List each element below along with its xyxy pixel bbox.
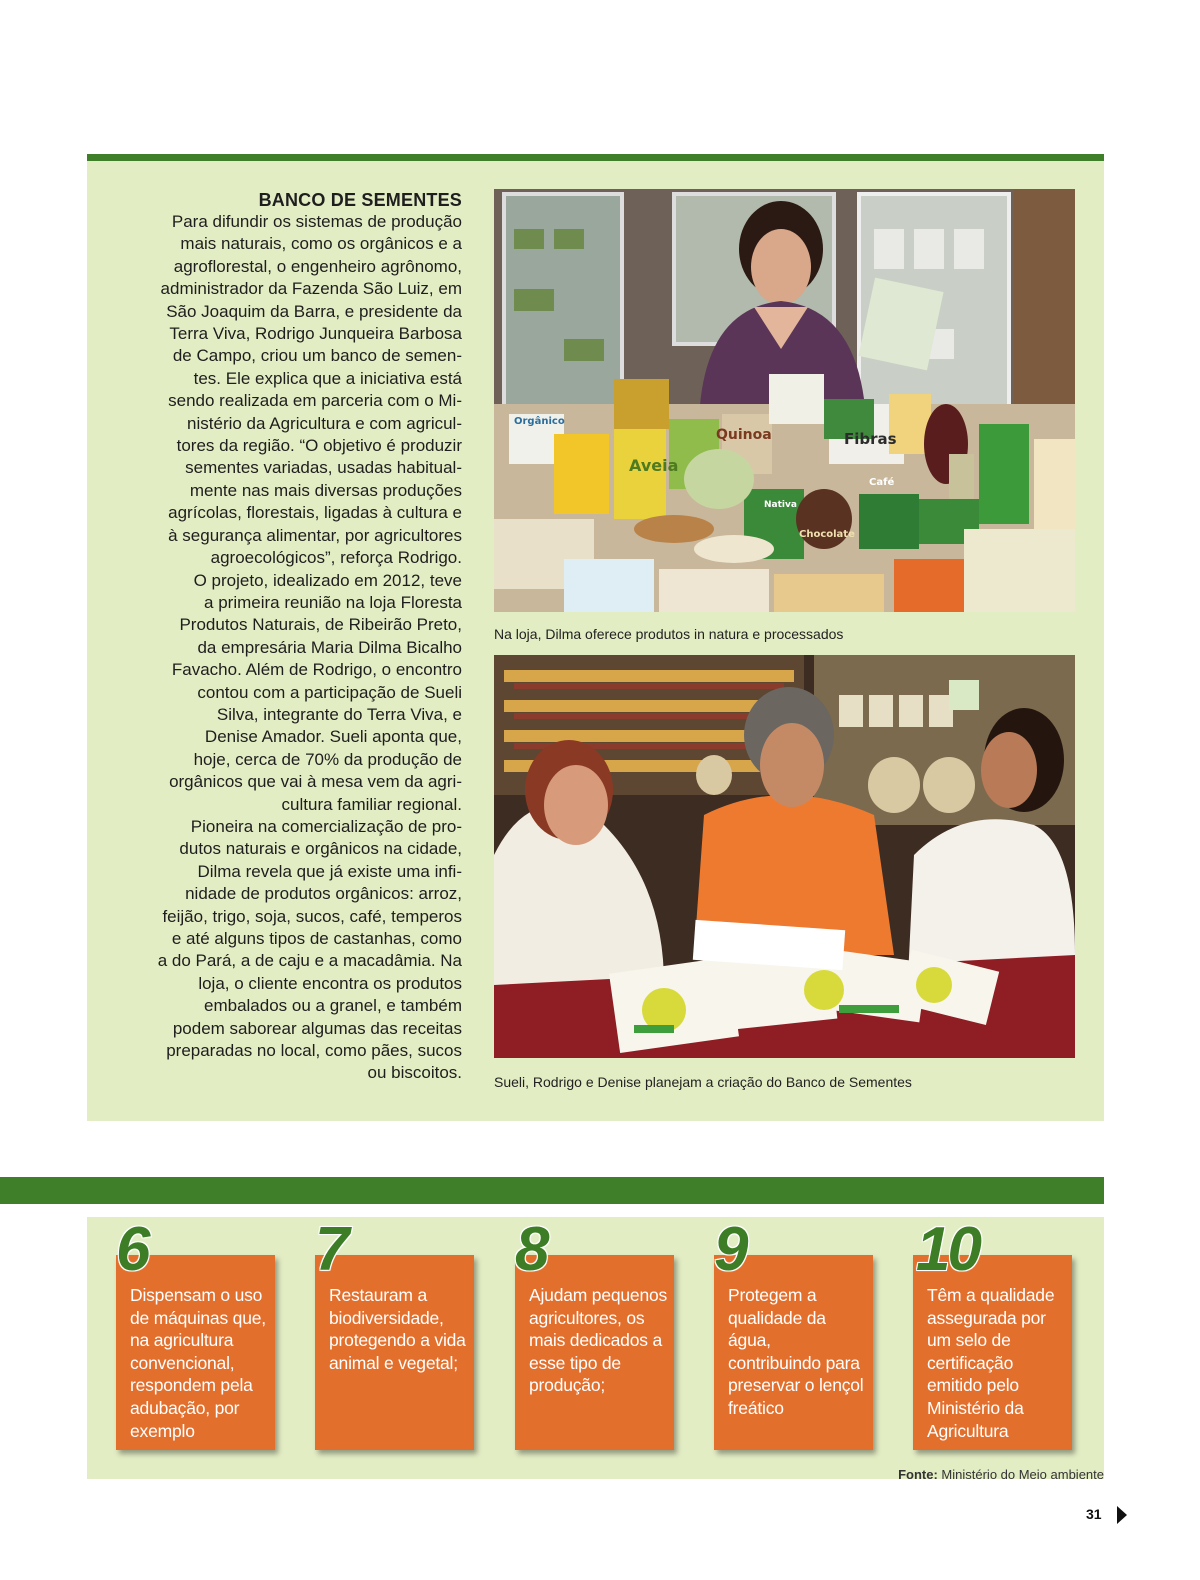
article-line: da empresária Maria Dilma Bicalho [197, 637, 462, 657]
benefit-text: Ajudam pequenos agricultores, os mais dedicados a esse tipo de produção; [529, 1285, 668, 1396]
label-chocolate: Chocolate [799, 529, 855, 540]
next-page-arrow-icon [1117, 1506, 1127, 1524]
article-line: orgânicos que vai à mesa vem da agri- [169, 772, 462, 792]
article-line: sementes variadas, usadas habitual- [185, 458, 462, 478]
article-line: a primeira reunião na loja Floresta [204, 592, 462, 612]
article-line: Terra Viva, Rodrigo Junqueira Barbosa [169, 324, 462, 344]
article-line: agrícolas, florestais, ligadas à cultura e [168, 503, 462, 523]
article-line: dutos naturais e orgânicos na cidade, [179, 839, 462, 859]
article-line: O projeto, idealizado em 2012, teve [193, 570, 462, 590]
article-line: nidade de produtos orgânicos: arroz, [185, 884, 462, 904]
photo1-caption: Na loja, Dilma oferece produtos in natura e processados [494, 626, 844, 642]
benefit-number: 8 [515, 1215, 547, 1284]
article-line: agroecológicos”, reforça Rodrigo. [210, 548, 462, 568]
top-green-rule [87, 154, 1104, 161]
photo-store-products [494, 189, 1075, 612]
article-line: administrador da Fazenda São Luiz, em [160, 279, 462, 299]
article-line: mais naturais, como os orgânicos e a [180, 234, 462, 254]
label-quinoa: Quinoa [716, 427, 772, 443]
article-line: hoje, cerca de 70% da produção de [193, 749, 462, 769]
article [120, 189, 462, 1085]
article-line: tes. Ele explica que a iniciativa está [193, 368, 462, 388]
benefit-text: Dispensam o uso de máquinas que, na agricultura convencional, respondem pela adubação, por exemplo [130, 1285, 266, 1441]
label-fibras: Fibras [844, 430, 897, 448]
label-organico: Orgânico [514, 416, 565, 427]
article-heading: BANCO DE SEMENTES [258, 190, 462, 210]
article-line: Produtos Naturais, de Ribeirão Preto, [179, 615, 462, 635]
benefit-text: Restauram a biodiversidade, protegendo a vida animal e vegetal; [329, 1285, 466, 1373]
label-aveia: Aveia [629, 456, 679, 475]
source-label: Fonte: [898, 1467, 938, 1482]
photo2-caption: Sueli, Rodrigo e Denise planejam a criação do Banco de Sementes [494, 1074, 912, 1090]
article-line: Pioneira na comercialização de pro- [190, 816, 462, 836]
section-green-bar [0, 1177, 1104, 1204]
benefit-number: 6 [116, 1215, 148, 1284]
article-line: Denise Amador. Sueli aponta que, [204, 727, 462, 747]
article-line: ou biscoitos. [367, 1063, 462, 1083]
article-line: Favacho. Além de Rodrigo, o encontro [171, 660, 462, 680]
benefit-text: Protegem a qualidade da água, contribuindo para preservar o lençol freático [728, 1285, 864, 1418]
source-note [898, 1467, 1104, 1482]
article-line: preparadas no local, como pães, sucos [166, 1041, 462, 1061]
benefit-number: 10 [916, 1215, 979, 1284]
page-number: 31 [1086, 1506, 1102, 1522]
label-cafe: Café [869, 477, 895, 488]
label-nativa: Nativa [764, 500, 797, 510]
article-line: nistério da Agricultura e com agricul- [187, 413, 462, 433]
photo-meeting [494, 655, 1075, 1058]
benefit-number: 7 [315, 1215, 347, 1284]
article-line: podem saborear algumas das receitas [172, 1018, 462, 1038]
article-line: à segurança alimentar, por agricultores [168, 525, 462, 545]
benefit-text: Têm a qualidade assegurada por um selo de certificação emitido pelo Ministério da Agricultura [927, 1285, 1055, 1441]
article-line: Dilma revela que já existe uma infi- [197, 861, 462, 881]
article-line: tores da região. “O objetivo é produzir [176, 436, 462, 456]
article-body [120, 211, 462, 1085]
source-value: Ministério do Meio ambiente [941, 1467, 1104, 1482]
article-line: sendo realizada em parceria com o Mi- [168, 391, 462, 411]
article-line: cultura familiar regional. [281, 794, 462, 814]
article-line: de Campo, criou um banco de semen- [172, 346, 462, 366]
article-line: contou com a participação de Sueli [197, 682, 462, 702]
article-line: mente nas mais diversas produções [189, 480, 462, 500]
article-line: agroflorestal, o engenheiro agrônomo, [173, 256, 462, 276]
article-line: Para difundir os sistemas de produção [171, 212, 462, 231]
article-line: loja, o cliente encontra os produtos [198, 973, 462, 993]
benefit-number: 9 [714, 1215, 746, 1284]
article-line: embalados ou a granel, e também [204, 996, 462, 1016]
article-line: feijão, trigo, soja, sucos, café, temperos [162, 906, 462, 926]
article-line: Silva, integrante do Terra Viva, e [216, 704, 462, 724]
article-line: a do Pará, a de caju e a macadâmia. Na [157, 951, 462, 971]
article-line: e até alguns tipos de castanhas, como [171, 929, 462, 948]
article-line: São Joaquim da Barra, e presidente da [166, 301, 462, 321]
